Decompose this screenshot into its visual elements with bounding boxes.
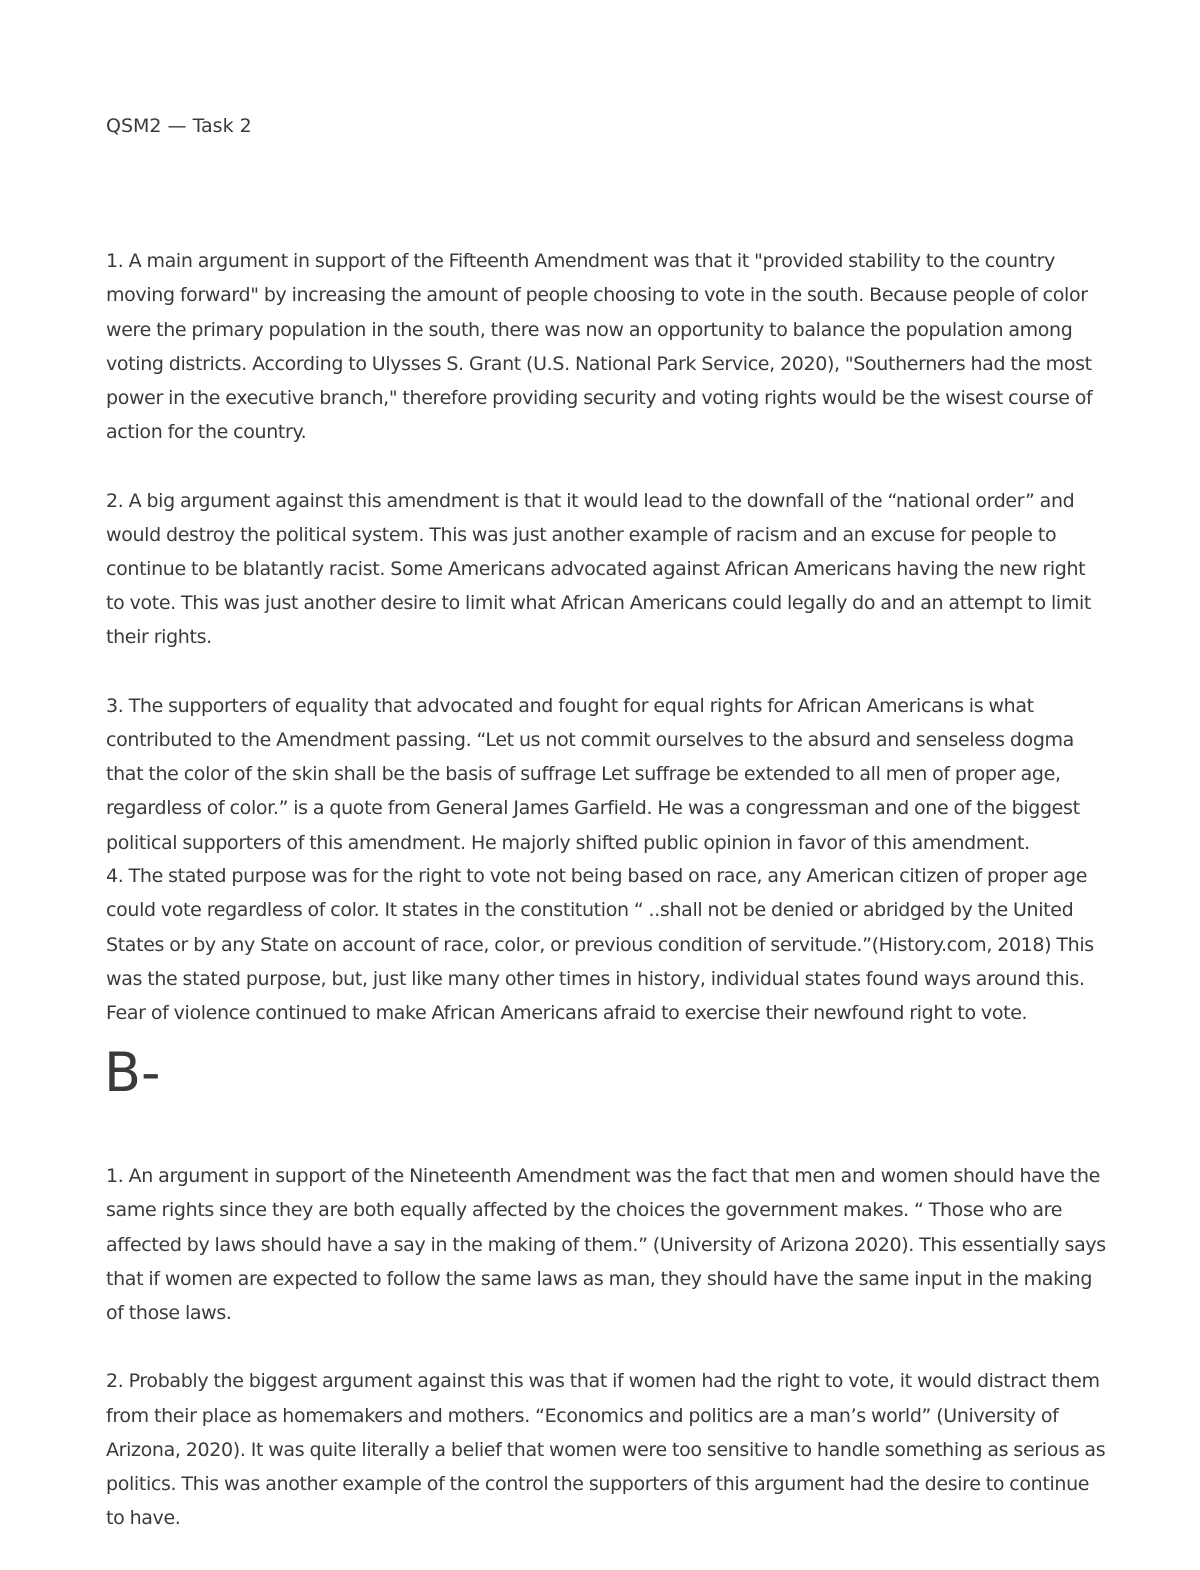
paragraph-a4: 4. The stated purpose was for the right to vote not being based on race, any American citizen of proper age could vote regardless of color. It states in the constitution “ ..shall not be denied or abridged by the United States or by any State on account of race, color, or previous condition of servitude.”(History.com, 2018) This was the stated purpose, but, just like many other times in history, individual states found ways around this. Fear of violence continued to make African Americans afraid to exercise their newfound right to vote. [106, 865, 1094, 1025]
paragraph-a1: 1. A main argument in support of the Fifteenth Amendment was that it "provided stability to the country moving forward" by increasing the amount of people choosing to vote in the south. Because people of color were the primary population in the south, there was now an opportunity to balance the population among voting districts. According to Ulysses S. Grant (U.S. National Park Service, 2020), "Southerners had the most power in the executive branch," therefore providing security and voting rights would be the wisest course of action for the country. [106, 250, 1093, 444]
section-b-paragraphs [106, 1125, 1106, 1570]
paragraph-a2: 2. A big argument against this amendment is that it would lead to the downfall of the “national order” and would destroy the political system. This was just another example of racism and an excuse for people to continue to be blatantly racist. Some Americans advocated against African Americans having the new right to vote. This was just another desire to limit what African Americans could legally do and an attempt to limit their rights. [106, 489, 1092, 649]
section-b-heading: B- [104, 1041, 161, 1104]
section-a-paragraph-4 [106, 825, 1106, 1064]
section-a-paragraphs-1-3 [106, 210, 1106, 894]
paragraph-b2: 2. Probably the biggest argument against this was that if women had the right to vote, it would distract them from their place as homemakers and mothers. “Economics and politics are a man’s world” (University of Arizona, 2020). It was quite literally a belief that women were too sensitive to handle something as serious as politics. This was another example of the control the supporters of this argument had the desire to continue to have. [106, 1370, 1106, 1530]
paragraph-b1: 1. An argument in support of the Nineteenth Amendment was the fact that men and women should have the same rights since they are both equally affected by the choices the government makes. “ Those who are affected by laws should have a say in the making of them.” (University of Arizona 2020). This essentially says that if women are expected to follow the same laws as man, they should have the same input in the making of those laws. [106, 1165, 1106, 1325]
paragraph-a3: 3. The supporters of equality that advocated and fought for equal rights for African Americans is what contributed to the Amendment passing. “Let us not commit ourselves to the absurd and senseless dogma that the color of the skin shall be the basis of suffrage Let suffrage be extended to all men of proper age, regardless of color.” is a quote from General James Garfield. He was a congressman and one of the biggest political supporters of this amendment. He majorly shifted public opinion in favor of this amendment. [106, 694, 1080, 854]
document-title: QSM2 — Task 2 [106, 115, 252, 137]
